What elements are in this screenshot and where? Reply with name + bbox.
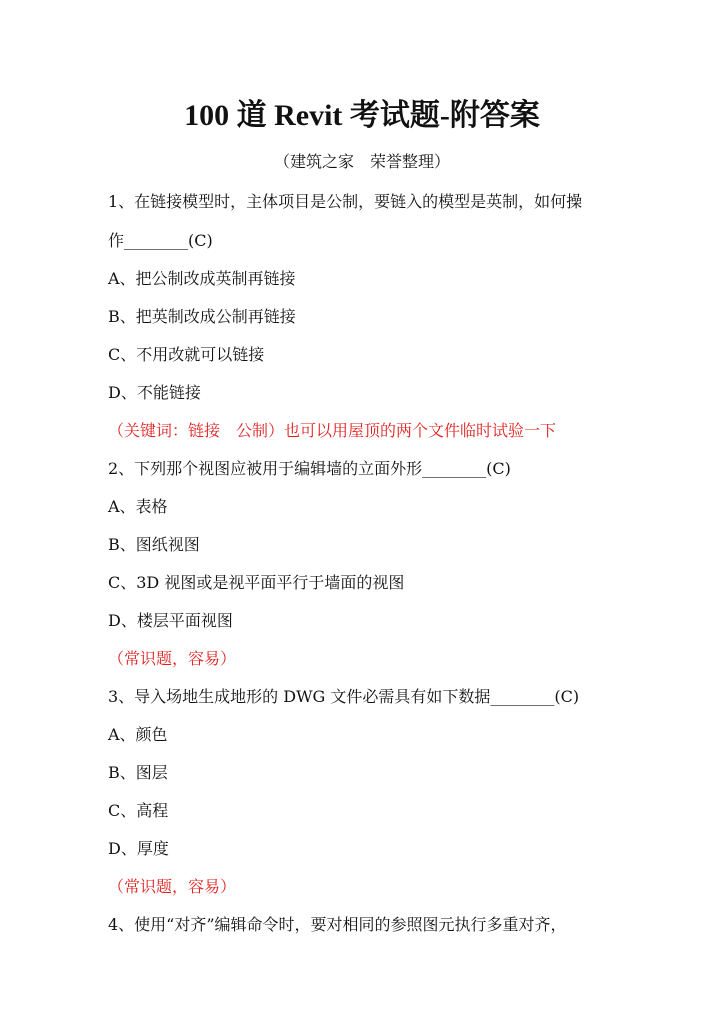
text-line: B、图层 [108, 763, 168, 782]
text-line: B、把英制改成公制再链接 [108, 307, 296, 326]
text-line: 3、导入场地生成地形的 DWG 文件必需具有如下数据________(C) [108, 687, 580, 706]
document-subtitle: （建筑之家 荣誉整理） [273, 152, 450, 171]
text-line: A、颜色 [108, 725, 168, 744]
text-line: 2、下列那个视图应被用于编辑墙的立面外形________(C) [108, 459, 511, 478]
text-line: D、厚度 [108, 839, 169, 858]
text-line: 1、在链接模型时，主体项目是公制，要链入的模型是英制，如何操 [108, 192, 583, 211]
text-line: D、不能链接 [108, 383, 201, 402]
note-line: （常识题，容易） [108, 649, 237, 668]
note-line: （关键词：链接 公制）也可以用屋顶的两个文件临时试验一下 [108, 421, 557, 440]
text-line: 4、使用“对齐”编辑命令时，要对相同的参照图元执行多重对齐， [108, 915, 567, 934]
text-line: C、高程 [108, 801, 169, 820]
text-line: D、楼层平面视图 [108, 611, 233, 630]
text-line: A、表格 [108, 497, 168, 516]
text-line: 作________(C) [108, 231, 213, 250]
text-line: C、3D 视图或是视平面平行于墙面的视图 [108, 573, 405, 592]
document-title: 100 道 Revit 考试题-附答案 [184, 99, 540, 132]
text-line: A、把公制改成英制再链接 [108, 269, 296, 288]
text-line: C、不用改就可以链接 [108, 345, 265, 364]
text-line: B、图纸视图 [108, 535, 200, 554]
note-line: （常识题，容易） [108, 877, 237, 896]
